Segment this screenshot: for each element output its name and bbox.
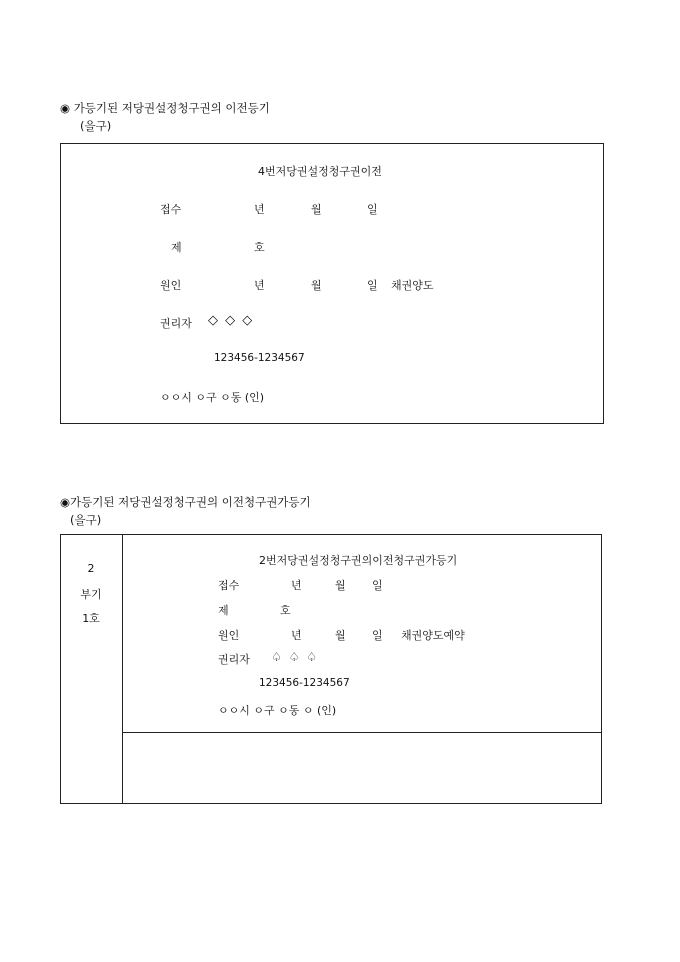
section2-cause-month: 월 xyxy=(335,629,346,642)
section1-heading: ◉ 가등기된 저당권설정청구권의 이전등기 xyxy=(60,101,270,115)
section1-rights-holder-label: 권리자 xyxy=(160,317,192,330)
section2-subheading: (을구) xyxy=(70,513,102,527)
section2-entry-table xyxy=(60,534,602,804)
section1-number-suffix: 호 xyxy=(254,241,265,254)
section2-id-number: 123456-1234567 xyxy=(259,677,350,689)
section1-receipt-month: 월 xyxy=(311,203,322,216)
section1-cause-label: 원인 xyxy=(160,279,182,292)
section2-receipt-day: 일 xyxy=(372,579,383,592)
section2-cause-day: 일 xyxy=(372,629,383,642)
section1-cause-month: 월 xyxy=(311,279,322,292)
section2-cause-label: 원인 xyxy=(218,629,240,642)
section2-left-cell-line2: 부기 xyxy=(80,588,102,601)
section2-left-cell-line3: 1호 xyxy=(82,612,100,625)
section2-receipt-label: 접수 xyxy=(218,579,240,592)
section1-entry-box xyxy=(60,143,604,424)
section1-entry-title: 4번저당권설정청구권이전 xyxy=(258,165,382,178)
section1-receipt-year: 년 xyxy=(254,203,265,216)
section2-number-label: 제 xyxy=(218,604,229,617)
section2-entry-title: 2번저당권설정청구권의이전청구권가등기 xyxy=(259,554,458,567)
section1-cause-year: 년 xyxy=(254,279,265,292)
section2-rights-holder-label: 권리자 xyxy=(218,653,250,666)
section2-receipt-year: 년 xyxy=(291,579,302,592)
section2-rights-holder-name: ♤ ♤ ♤ xyxy=(271,650,317,664)
section1-subheading: (을구) xyxy=(80,119,112,133)
section2-receipt-month: 월 xyxy=(335,579,346,592)
section2-left-cell-line1: 2 xyxy=(87,562,95,575)
section1-cause-day: 일 xyxy=(367,279,378,292)
section1-number-label: 제 xyxy=(171,241,182,254)
section2-heading: ◉가등기된 저당권설정청구권의 이전청구권가등기 xyxy=(60,495,311,509)
section1-address: ㅇㅇ시 ㅇ구 ㅇ동 (인) xyxy=(160,391,265,404)
section1-cause-text: 채권양도 xyxy=(391,279,434,292)
section1-receipt-day: 일 xyxy=(367,203,378,216)
section2-cause-year: 년 xyxy=(291,629,302,642)
section1-id-number: 123456-1234567 xyxy=(214,352,305,364)
section1-rights-holder-name: ◇ ◇ ◇ xyxy=(208,313,253,328)
section2-number-suffix: 호 xyxy=(280,604,291,617)
section2-cause-text: 채권양도예약 xyxy=(401,629,465,642)
section2-address: ㅇㅇ시 ㅇ구 ㅇ동 ㅇ (인) xyxy=(218,704,337,717)
section2-column-divider xyxy=(122,534,123,804)
section1-receipt-label: 접수 xyxy=(160,203,182,216)
section2-row-divider xyxy=(122,732,602,733)
